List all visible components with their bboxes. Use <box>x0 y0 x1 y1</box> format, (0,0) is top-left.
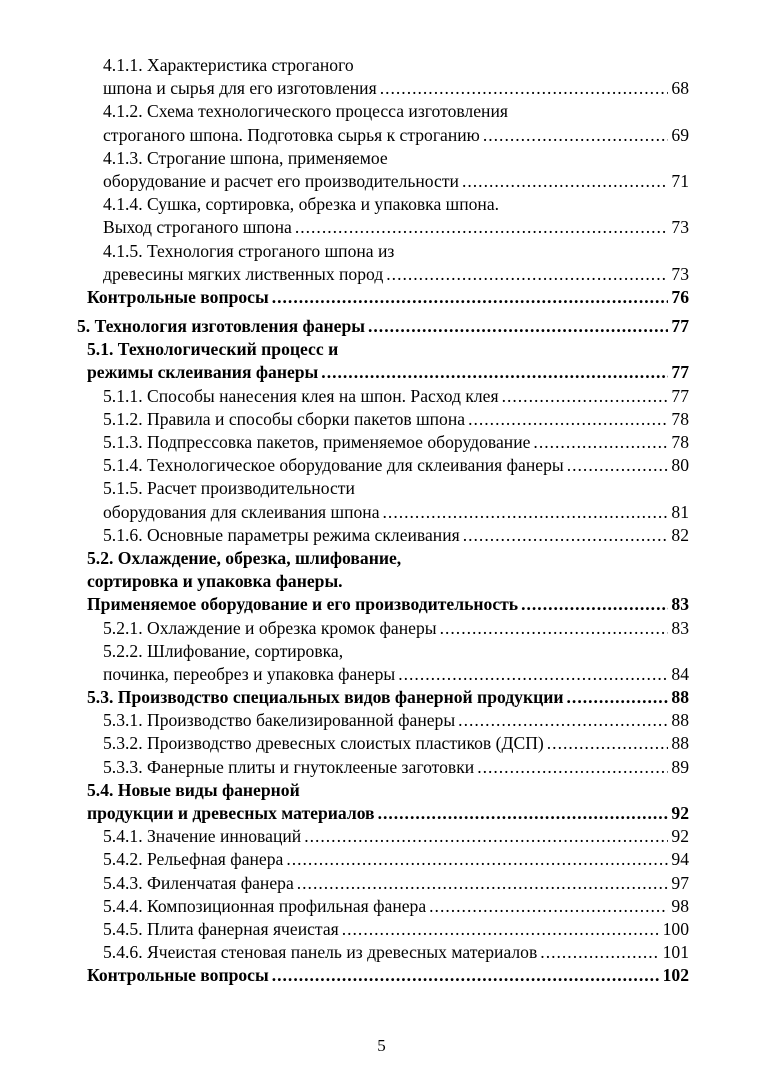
toc-entry-page: 89 <box>671 756 689 777</box>
toc-dot-leader <box>458 709 668 732</box>
toc-entry <box>0 124 763 147</box>
toc-entry <box>0 686 763 709</box>
toc-entry-page: 78 <box>671 432 689 452</box>
toc-entry <box>0 77 763 100</box>
toc-entry <box>0 895 763 918</box>
toc-entry-page: 68 <box>671 78 689 99</box>
toc-entry-page: 71 <box>671 170 689 191</box>
toc-entry-title: шпона и сырья для его изготовления <box>103 78 377 99</box>
toc-entry <box>0 385 763 408</box>
toc-dot-leader <box>502 385 669 408</box>
toc-entry-title: 5.3.1. Производство бакелизированной фанеры <box>103 710 456 731</box>
toc-entry-title: оборудования для склеивания шпона <box>103 501 380 522</box>
toc-entry-title: 4.1.3. Строгание шпона, применяемое <box>103 147 388 168</box>
page-number: 5 <box>377 1036 386 1055</box>
toc-dot-leader <box>483 124 669 147</box>
toc-entry-title: 5.2. Охлаждение, обрезка, шлифование, <box>87 547 402 568</box>
toc-dot-leader <box>463 524 669 547</box>
toc-entry <box>0 170 763 193</box>
toc-entry-title: режимы склеивания фанеры <box>87 362 319 383</box>
toc-entry-title: 5.1.3. Подпрессовка пакетов, применяемое оборудование <box>103 432 531 452</box>
toc-entry-title: 5.3. Производство специальных видов фанерной продукции <box>87 687 564 708</box>
toc-entry-page: 98 <box>671 895 689 916</box>
toc-dot-leader <box>440 617 669 640</box>
toc-entry-page: 88 <box>671 733 689 754</box>
toc-entry <box>0 593 763 616</box>
toc-entry-title: 4.1.2. Схема технологического процесса изготовления <box>103 101 508 122</box>
toc-entry-page: 88 <box>671 687 689 708</box>
toc-entry <box>0 147 763 170</box>
toc-entry-title: 5.4.6. Ячеистая стеновая панель из древесных материалов <box>103 942 538 963</box>
toc-entry-page: 78 <box>671 408 689 429</box>
toc-dot-leader <box>304 825 668 848</box>
toc-entry <box>0 640 763 663</box>
toc-dot-leader <box>295 216 669 239</box>
toc-dot-leader <box>368 315 668 338</box>
toc-entry <box>0 756 763 779</box>
toc-dot-leader <box>533 431 668 454</box>
toc-entry-title: 5.4.3. Филенчатая фанера <box>103 872 294 893</box>
toc-dot-leader <box>272 286 669 309</box>
toc-dot-leader <box>477 756 668 779</box>
toc-entry-title: древесины мягких лиственных пород <box>103 263 384 284</box>
toc-entry <box>0 501 763 524</box>
toc-entry <box>0 240 763 263</box>
toc-entry-title: 5.4.4. Композиционная профильная фанера <box>103 895 427 916</box>
toc-entry-page: 94 <box>671 849 689 870</box>
toc-entry <box>0 524 763 547</box>
toc-entry-title: 5.1.6. Основные параметры режима склеивания <box>103 524 460 545</box>
toc-dot-leader <box>567 454 669 477</box>
toc-entry-title: 5.2.1. Охлаждение и обрезка кромок фанеры <box>103 617 437 638</box>
toc-entry <box>0 408 763 431</box>
toc-dot-leader <box>540 941 659 964</box>
toc-entry <box>0 802 763 825</box>
toc-dot-leader <box>297 872 669 895</box>
toc-entry-title: 4.1.4. Сушка, сортировка, обрезка и упаковка шпона. <box>103 194 500 215</box>
toc-entry-page: 77 <box>671 362 689 383</box>
toc-entry <box>0 361 763 384</box>
toc-entry-title: 5.1.2. Правила и способы сборки пакетов шпона <box>103 408 466 429</box>
toc-entry-title: Контрольные вопросы <box>87 286 269 307</box>
toc-entry-page: 84 <box>671 663 689 684</box>
toc-entry <box>0 964 763 987</box>
toc-entry-title: 5.4.1. Значение инноваций <box>103 826 302 847</box>
toc-entry-title: 5.4.5. Плита фанерная ячеистая <box>103 918 339 939</box>
toc-entry-title: продукции и древесных материалов <box>87 803 375 823</box>
toc-entry <box>0 100 763 123</box>
toc-entry <box>0 848 763 871</box>
toc-entry-title: 5. Технология изготовления фанеры <box>77 316 365 337</box>
table-of-contents <box>0 54 763 988</box>
toc-entry <box>0 709 763 732</box>
toc-entry <box>0 454 763 477</box>
toc-dot-leader <box>386 263 668 286</box>
toc-dot-leader <box>383 501 669 524</box>
toc-entry-title: 5.1.4. Технологическое оборудование для склеивания фанеры <box>103 455 564 476</box>
toc-entry-page: 92 <box>671 826 689 847</box>
toc-dot-leader <box>521 593 668 616</box>
toc-entry-title: строганого шпона. Подготовка сырья к строганию <box>103 124 480 145</box>
toc-entry-title: 4.1.5. Технология строганого шпона из <box>103 240 395 261</box>
toc-entry-page: 101 <box>662 942 689 963</box>
toc-entry-page: 81 <box>671 501 689 522</box>
toc-entry-title: 5.4.2. Рельефная фанера <box>103 849 284 870</box>
toc-entry-title: 5.1. Технологический процесс и <box>87 339 339 360</box>
toc-entry <box>0 216 763 239</box>
toc-entry-title: 5.3.2. Производство древесных слоистых пластиков (ДСП) <box>103 733 544 754</box>
toc-entry <box>0 872 763 895</box>
toc-dot-leader <box>378 802 669 825</box>
toc-dot-leader <box>286 848 668 871</box>
toc-dot-leader <box>547 732 669 755</box>
toc-entry-title: починка, переобрез и упаковка фанеры <box>103 663 396 684</box>
toc-entry-page: 83 <box>671 594 689 615</box>
toc-entry <box>0 941 763 964</box>
toc-dot-leader <box>272 964 660 987</box>
toc-entry-page: 77 <box>671 385 689 406</box>
toc-entry <box>0 193 763 216</box>
toc-entry-page: 73 <box>671 263 689 284</box>
toc-entry-page: 100 <box>662 918 689 939</box>
toc-entry-title: 4.1.1. Характеристика строганого <box>103 55 354 75</box>
toc-dot-leader <box>380 77 669 100</box>
toc-entry-title: 5.4. Новые виды фанерной <box>87 779 300 800</box>
toc-entry-page: 76 <box>671 286 689 307</box>
toc-entry <box>0 617 763 640</box>
toc-entry-title: оборудование и расчет его производительности <box>103 170 459 191</box>
toc-dot-leader <box>429 895 668 918</box>
toc-entry-page: 77 <box>671 316 689 337</box>
toc-entry <box>0 431 763 454</box>
toc-entry-page: 82 <box>671 524 689 545</box>
toc-entry-title: Контрольные вопросы <box>87 965 269 986</box>
toc-entry-title: сортировка и упаковка фанеры. <box>87 571 343 592</box>
toc-entry-title: 5.1.1. Способы нанесения клея на шпон. Расход клея <box>103 385 499 406</box>
toc-entry-title: 5.3.3. Фанерные плиты и гнутоклееные заготовки <box>103 756 475 777</box>
toc-dot-leader <box>342 918 660 941</box>
toc-entry <box>0 54 763 77</box>
toc-entry-title: Применяемое оборудование и его производительность <box>87 594 519 615</box>
toc-dot-leader <box>567 686 669 709</box>
toc-entry <box>0 263 763 286</box>
toc-entry-page: 73 <box>671 217 689 238</box>
toc-entry <box>0 286 763 309</box>
toc-dot-leader <box>398 663 668 686</box>
toc-entry <box>0 732 763 755</box>
toc-entry-title: 5.2.2. Шлифование, сортировка, <box>103 640 344 661</box>
toc-entry-page: 88 <box>671 710 689 731</box>
toc-entry <box>0 338 763 361</box>
toc-entry-page: 102 <box>662 965 689 986</box>
toc-dot-leader <box>321 361 668 384</box>
toc-entry <box>0 570 763 593</box>
toc-entry-page: 80 <box>671 455 689 476</box>
toc-entry <box>0 547 763 570</box>
toc-entry <box>0 825 763 848</box>
toc-entry-page: 83 <box>671 617 689 638</box>
toc-entry <box>0 779 763 802</box>
toc-entry <box>0 918 763 941</box>
toc-entry <box>0 663 763 686</box>
toc-entry-page: 69 <box>671 124 689 145</box>
toc-entry-title: 5.1.5. Расчет производительности <box>103 478 355 499</box>
toc-entry <box>0 477 763 500</box>
toc-entry-page: 92 <box>671 803 689 823</box>
toc-dot-leader <box>468 408 668 431</box>
toc-entry-title: Выход строганого шпона <box>103 217 292 238</box>
toc-entry-page: 97 <box>671 872 689 893</box>
toc-dot-leader <box>462 170 668 193</box>
toc-entry <box>0 315 763 338</box>
